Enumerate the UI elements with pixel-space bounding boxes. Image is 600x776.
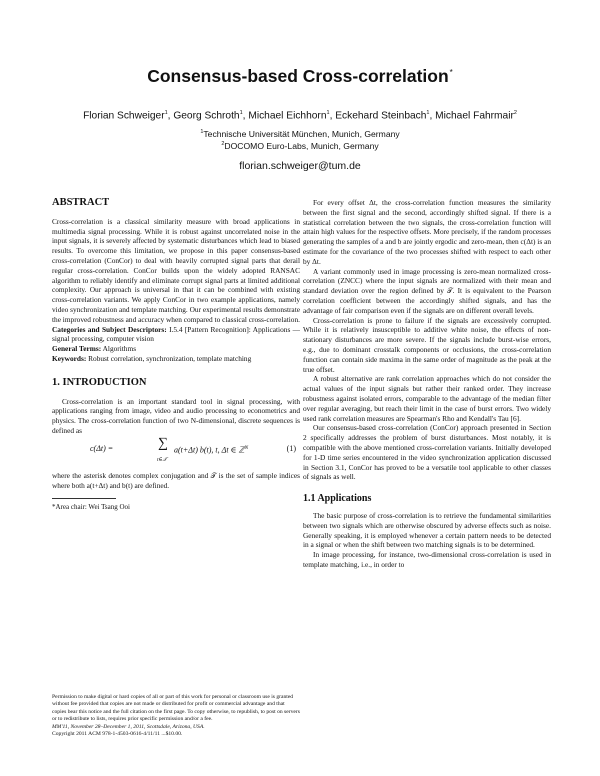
body-paragraph: A robust alternative are rank correlation approaches which do not consider the actual values of the input signals but rather their ranked order. They increase robustness against isolated errors, comparable to the advantage of the median filter over regular averaging, but reach their limit in the case of burst errors. Two widely used rank correlation measures are Spearman's Rho and Kendall's Tau [6]. (303, 374, 551, 423)
author-email: florian.schweiger@tum.de (239, 160, 361, 172)
author: Florian Schweiger (83, 110, 165, 122)
body-paragraph: Cross-correlation is prone to failure if the signals are excessively corrupted. While it is relatively insusceptible to additive white noise, the effects of non-stationary disturbances are more severe. If the signals include burst-wise errors, e.g., due to dominant crosstalk components or occlusions, the cross-correlation function can contain side maxima in the same order of magnitude as the peak at the true offset. (303, 315, 551, 374)
author: Eckehard Steinbach (335, 110, 427, 122)
applications-heading: 1.1 Applications (303, 493, 372, 505)
body-paragraph: In image processing, for instance, two-dimensional cross-correlation is used in template matching, i.e., in order to (303, 550, 551, 569)
categories: Categories and Subject Descriptors: I.5.4 [Pattern Recognition]: Applications — signal processing, computer vision (52, 324, 300, 344)
body-paragraph: A variant commonly used in image processing is zero-mean normalized cross-correlation (ZNCC) where the input signals are normalized with their mean and standard deviation over the region defined by 𝒯. It is equivalent to the Pearson correlation coefficient between the accordingly shifted signals, and has the advantage of fair comparison even if the signals are on different overall levels. (303, 266, 551, 315)
keywords: Keywords: Robust correlation, synchronization, template matching (52, 353, 252, 363)
author: Michael Eichhorn (248, 110, 327, 122)
permission-block (52, 694, 300, 738)
body-paragraph: For every offset Δt, the cross-correlation function measures the similarity between the first signal and the second, accordingly shifted signal. If there is a statistical correlation between the two signals, the cross-correlation function will attain high values for the respective offsets. More precisely, if the random processes generating the samples of a and b are jointly ergodic and zero-mean, then c(Δt) is an estimate for the covariance of the two processes shifted with respect to each other by Δt. (303, 198, 551, 266)
affiliation: $^2$DOCOMO Euro-Labs, Munich, Germany (221, 141, 379, 151)
body-paragraph: Our consensus-based cross-correlation (ConCor) approach presented in Section 2 specifically addresses the problem of burst disturbances. Most notably, it is compatible with the above mentioned cross-correlation variants. Initially developed for 1-D time series encountered in the video synchronization application discussed in Section 3.1, ConCor has proved to be a versatile tool applicable to other classes of signals as well. (303, 423, 551, 482)
paper-title: Consensus-based Cross-correlation* (147, 66, 453, 86)
equation-1: c(Δt) = ∑ t∈𝒯 a(t+Δt) b(t), t, Δt ∈ ℤ$^N$ (1) (90, 435, 296, 463)
author: Georg Schroth (173, 110, 240, 122)
venue: MM'11, November 28–December 1, 2011, Scottsdale, Arizona, USA. (52, 723, 205, 730)
affiliation: $^1$Technische Universität München, Munich, Germany (200, 129, 400, 139)
footnote: *Area chair: Wei Tsang Ooi (52, 503, 130, 512)
author-list: Florian Schweiger$^1$, Georg Schroth$^1$, Michael Eichhorn$^1$, Eckehard Steinbach$^1$, Michael Fahrmair$^2$ (83, 110, 517, 122)
abstract-heading: ABSTRACT (52, 197, 110, 208)
intro-paragraph: where the asterisk denotes complex conjugation and 𝒯 is the set of sample indices where both a(t+Δt) and b(t) are defined. (52, 470, 300, 490)
footnote-rule (52, 498, 116, 499)
left-column (52, 198, 300, 513)
author: Michael Fahrmair (435, 110, 514, 122)
intro-paragraph: Cross-correlation is an important standard tool in signal processing, with applications ranging from image, video and audio processing to econometrics and physics. The cross-correlation function of two N-dimensional, discrete sequences is defined as (52, 396, 300, 435)
general-terms: General Terms: Algorithms (52, 344, 137, 354)
introduction-heading: 1. INTRODUCTION (52, 376, 147, 388)
body-paragraph: The basic purpose of cross-correlation is to retrieve the fundamental similarities between two signals which are otherwise obscured by adverse effects such as noise. Generally speaking, it is employed whenever a certain pattern needs to be detected in a signal or when the shift between two matching signals is to be determined. (303, 510, 551, 550)
permission-text: Permission to make digital or hard copies of all or part of this work for personal or classroom use is granted without fee provided that copies are not made or distributed for profit or commercial advantage and that copies bear this notice and the full citation on the first page. To copy otherwise, to republish, to post on servers or to redistribute to lists, requires prior specific permission and/or a fee. (52, 694, 300, 723)
abstract-text: Cross-correlation is a classical similarity measure with broad applications in multimedia signal processing. While it is robust against uncorrelated noise in the input signals, it is severely affected by systematic disturbances which lead to biased results. To overcome this limitation, we propose in this paper consensus-based cross-correlation (ConCor) to deal with heavily corrupted signal parts that derail regular cross-correlation. ConCor builds upon the widely adopted RANSAC algorithm to reliably identify and eliminate corrupt signal parts at limited additional complexity. Our approach is universal in that it can be combined with existing cross-correlation variants. We apply ConCor in two example applications, namely video synchronization and template matching. Our experimental results demonstrate the improved robustness and accuracy when compared to classical cross-correlation. (52, 216, 300, 324)
right-column (303, 198, 551, 570)
copyright: Copyright 2011 ACM 978-1-4503-0616-4/11/11 ...$10.00. (52, 731, 183, 738)
